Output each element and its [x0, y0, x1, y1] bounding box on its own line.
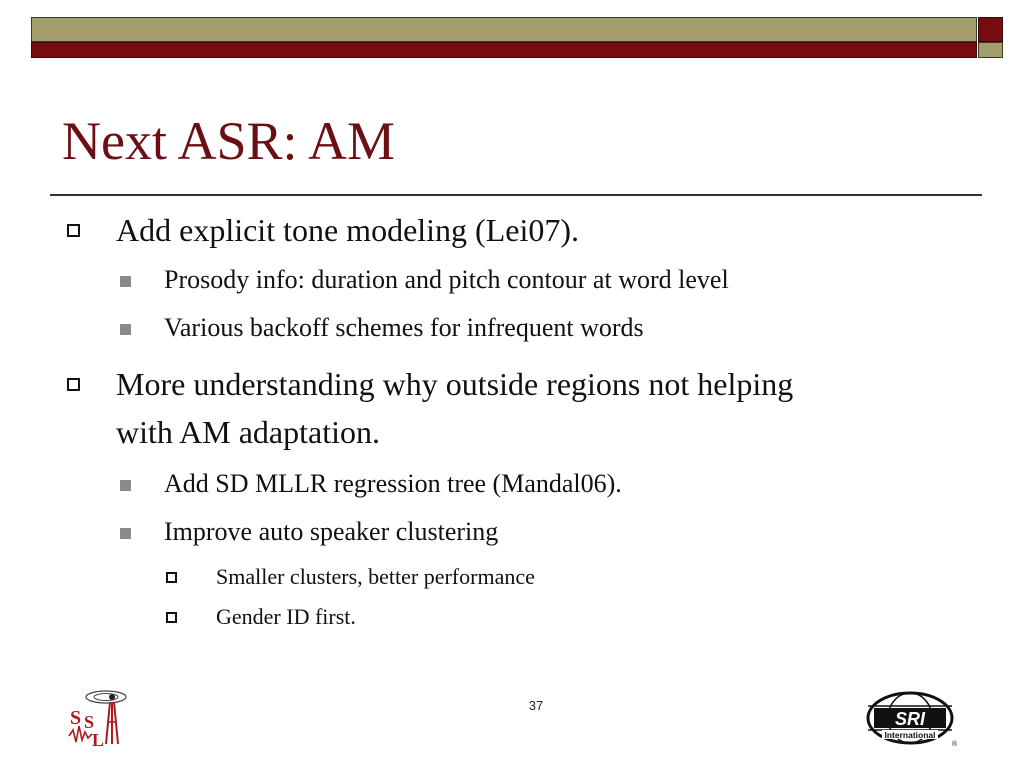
svg-text:International: International	[884, 730, 936, 740]
sri-international-logo-icon	[862, 690, 960, 748]
bullet-2-sub-2: Improve auto speaker clustering	[164, 517, 499, 546]
bullet-2-line-1: More understanding why outside regions not helping	[116, 366, 794, 402]
bullet-2-subsub-2: Gender ID first.	[216, 604, 356, 629]
page-number: 37	[528, 698, 544, 713]
header-square-olive	[978, 42, 1003, 58]
header-bar-maroon	[31, 42, 977, 58]
solid-square-bullet-icon	[120, 528, 131, 539]
bullet-2-line-2: with AM adaptation.	[116, 414, 380, 450]
solid-square-bullet-icon	[120, 480, 131, 491]
header-bar-olive	[31, 17, 977, 42]
hollow-square-bullet-icon	[67, 224, 80, 237]
solid-square-bullet-icon	[120, 324, 131, 335]
ssli-logo-icon	[66, 688, 132, 750]
bullet-2-sub-1: Add SD MLLR regression tree (Mandal06).	[164, 469, 622, 498]
hollow-square-bullet-icon	[166, 612, 177, 623]
title-divider	[50, 194, 982, 196]
solid-square-bullet-icon	[120, 276, 131, 287]
svg-text:®: ®	[952, 741, 958, 748]
svg-text:L: L	[92, 730, 105, 750]
hollow-square-bullet-icon	[67, 378, 80, 391]
bullet-2-subsub-1: Smaller clusters, better performance	[216, 564, 535, 589]
hollow-square-bullet-icon	[166, 572, 177, 583]
header-square-maroon	[978, 17, 1003, 42]
bullet-1-sub-1: Prosody info: duration and pitch contour at word level	[164, 265, 729, 294]
svg-text:S: S	[70, 707, 82, 729]
slide-title: Next ASR: AM	[62, 111, 396, 171]
bullet-1-sub-2: Various backoff schemes for infrequent words	[164, 313, 644, 342]
bullet-1-text: Add explicit tone modeling (Lei07).	[116, 212, 579, 248]
svg-text:S: S	[84, 712, 95, 732]
svg-text:SRI: SRI	[894, 709, 926, 729]
